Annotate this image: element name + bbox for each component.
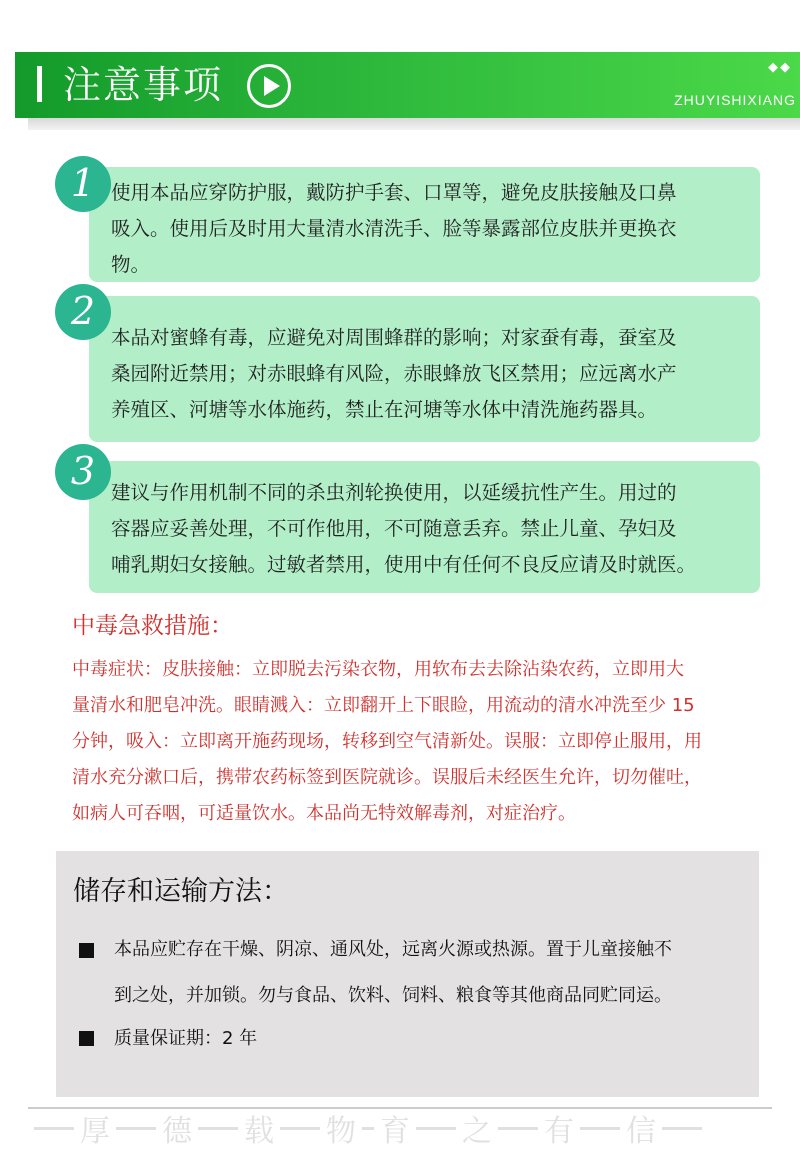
motto-dash	[34, 1127, 74, 1130]
notice-text-2: 本品对蜜蜂有毒，应避免对周围蜂群的影响；对家蚕有毒，蚕室及 桑园附近禁用；对赤眼蜂有风险，赤眼蜂放飞区禁用；应远离水产 养殖区、河塘等水体施药，禁止在河塘等水体中清洗施药器具。	[111, 326, 677, 421]
storage-title: 储存和运输方法：	[73, 876, 289, 907]
notice-number-3: 3	[55, 444, 111, 500]
motto-char: 有	[544, 1114, 574, 1149]
motto-dash	[116, 1127, 156, 1130]
motto-char: 信	[626, 1114, 656, 1149]
diamond-icons: ◆◆	[768, 60, 792, 75]
bullet-square-icon	[79, 1031, 94, 1046]
play-arrow-icon	[247, 64, 291, 108]
motto-dash	[498, 1127, 538, 1130]
notice-card-2	[89, 296, 760, 442]
notice-number-2: 2	[55, 284, 111, 340]
notice-number-1: 1	[55, 156, 111, 212]
motto-char: 物	[326, 1114, 356, 1149]
motto-char: 载	[244, 1114, 274, 1149]
motto-dash	[280, 1127, 320, 1130]
page-title: 注意事项	[63, 63, 224, 107]
motto-char: 厚	[80, 1114, 110, 1149]
notice-card-3	[89, 461, 760, 593]
banner-shadow	[28, 118, 800, 130]
footer-motto	[28, 1108, 788, 1148]
motto-dash	[416, 1127, 456, 1130]
motto-char: 育	[380, 1114, 410, 1149]
notice-card-1	[89, 167, 760, 282]
notice-text-1: 使用本品应穿防护服，戴防护手套、口罩等，避免皮肤接触及口鼻 吸入。使用后及时用大量清水清洗手、脸等暴露部位皮肤并更换衣 物。	[111, 181, 677, 276]
motto-char: 德	[162, 1114, 192, 1149]
motto-dash	[580, 1127, 620, 1130]
storage-section	[56, 851, 759, 1097]
first-aid-body: 中毒症状：皮肤接触：立即脱去污染衣物，用软布去去除沾染农药，立即用大 量清水和肥皂冲洗。眼睛溅入：立即翻开上下眼睑，用流动的清水冲洗至少 15 分钟，吸入：立即离开施药现场，转移到空气清新处。误服：立即停止服用，用 清水充分漱口后，携带农药标签到医院就诊。误服后未经医生允许，切勿催吐， 如病人可吞咽，可适量饮水。本品尚无特效解毒剂，对症治疗。	[72, 659, 702, 824]
storage-item-1: 本品应贮存在干燥、阴凉、通风处，远离火源或热源。置于儿童接触不 到之处，并加锁。勿与食品、饮料、饲料、粮食等其他商品同贮同运。	[114, 939, 672, 1006]
notice-text-3: 建议与作用机制不同的杀虫剂轮换使用，以延缓抗性产生。用过的 容器应妥善处理，不可作他用，不可随意丢弃。禁止儿童、孕妇及 哺乳期妇女接触。过敏者禁用，使用中有任何不良反应请及时就医。	[111, 481, 697, 576]
title-bar-accent	[37, 66, 42, 102]
first-aid-title: 中毒急救措施：	[72, 613, 233, 639]
motto-dash	[362, 1127, 374, 1130]
motto-dash	[198, 1127, 238, 1130]
title-pinyin: ZHUYISHIXIANG	[674, 92, 796, 108]
storage-item-2: 质量保证期：2 年	[114, 1028, 258, 1049]
motto-char: 之	[462, 1114, 492, 1149]
motto-dash	[662, 1127, 702, 1130]
section-header-banner	[15, 52, 800, 118]
bullet-square-icon	[79, 943, 94, 958]
